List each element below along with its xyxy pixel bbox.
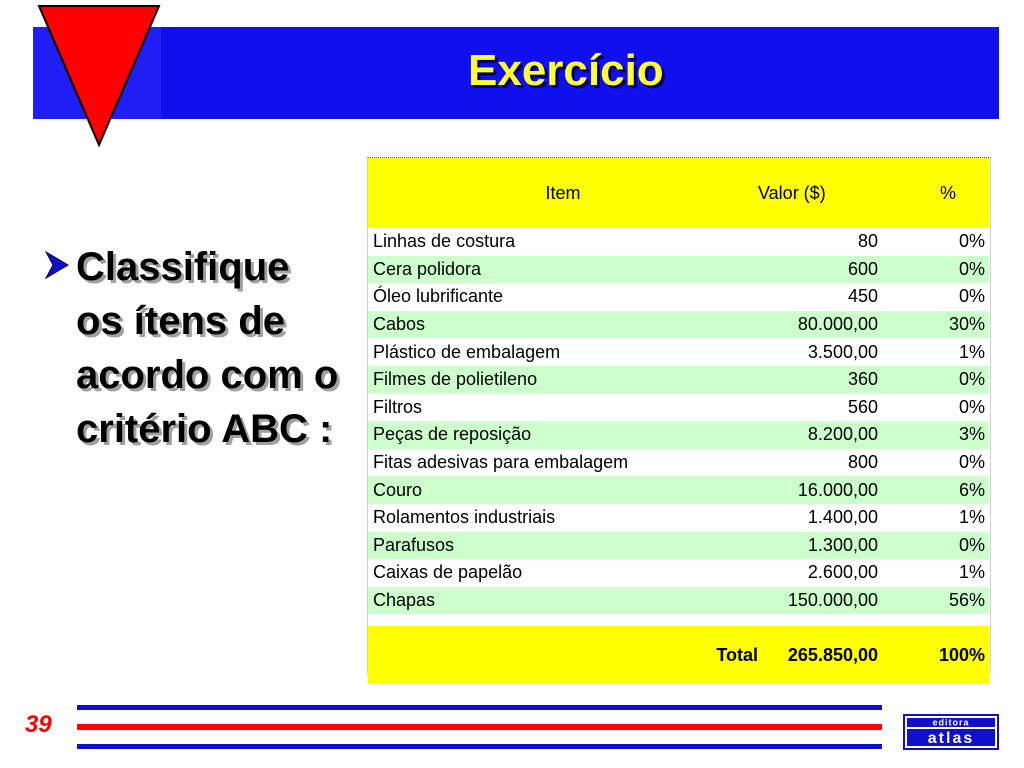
spacer-cell (368, 614, 758, 626)
table-row (368, 338, 989, 366)
header-percent: % (884, 158, 989, 228)
cell-valor: 1.300,00 (758, 532, 884, 560)
cell-item: Fitas adesivas para embalagem (368, 449, 758, 477)
cell-valor: 450 (758, 283, 884, 311)
table-body (368, 228, 989, 684)
table-row (368, 421, 989, 449)
cell-percent: 0% (884, 449, 989, 477)
logo-bottom-text: atlas (927, 730, 975, 747)
arrowhead-bullet-icon (44, 250, 70, 280)
cell-percent: 0% (884, 228, 989, 256)
cell-percent: 0% (884, 532, 989, 560)
cell-valor: 16.000,00 (758, 476, 884, 504)
cell-valor: 800 (758, 449, 884, 477)
cell-valor: 1.400,00 (758, 504, 884, 532)
table-row (368, 449, 989, 477)
cell-percent: 0% (884, 256, 989, 284)
header-item: Item (368, 158, 758, 228)
table-row (368, 504, 989, 532)
cell-percent: 6% (884, 476, 989, 504)
cell-item: Parafusos (368, 532, 758, 560)
total-label-cell (368, 626, 758, 684)
cell-item: Filtros (368, 394, 758, 422)
cell-valor: 600 (758, 256, 884, 284)
cell-percent: 0% (884, 394, 989, 422)
footer-line-blue-top (77, 705, 882, 710)
table-row (368, 311, 989, 339)
cell-item: Peças de reposição (368, 421, 758, 449)
cell-item: Cabos (368, 311, 758, 339)
cell-percent: 1% (884, 338, 989, 366)
cell-valor: 80 (758, 228, 884, 256)
cell-item: Chapas (368, 587, 758, 615)
editora-atlas-logo (903, 714, 999, 750)
logo-top-text: editora (932, 717, 970, 728)
table-total-row (368, 626, 989, 684)
abc-table (367, 157, 991, 674)
cell-item: Cera polidora (368, 256, 758, 284)
cell-percent: 1% (884, 504, 989, 532)
header-valor: Valor ($) (758, 158, 884, 228)
cell-valor: 560 (758, 394, 884, 422)
cell-percent: 0% (884, 366, 989, 394)
cell-item: Couro (368, 476, 758, 504)
total-valor: 265.850,00 (758, 626, 884, 684)
cell-item: Caixas de papelão (368, 559, 758, 587)
total-label: Total (716, 644, 758, 665)
page-number: 39 (25, 711, 52, 738)
spacer-cell (758, 614, 884, 626)
cell-item: Óleo lubrificante (368, 283, 758, 311)
cell-percent: 56% (884, 587, 989, 615)
spacer-cell (884, 614, 989, 626)
cell-item: Linhas de costura (368, 228, 758, 256)
cell-valor: 360 (758, 366, 884, 394)
footer-line-red (77, 724, 882, 730)
total-percent: 100% (884, 626, 989, 684)
cell-percent: 1% (884, 559, 989, 587)
cell-percent: 30% (884, 311, 989, 339)
cell-valor: 3.500,00 (758, 338, 884, 366)
cell-percent: 0% (884, 283, 989, 311)
cell-valor: 8.200,00 (758, 421, 884, 449)
footer-line-blue-bottom (77, 744, 882, 749)
table-row (368, 559, 989, 587)
red-triangle-icon (37, 4, 161, 148)
data-table (368, 158, 989, 684)
cell-item: Plástico de embalagem (368, 338, 758, 366)
table-row (368, 366, 989, 394)
table-row (368, 587, 989, 615)
cell-valor: 150.000,00 (758, 587, 884, 615)
table-spacer-row (368, 614, 989, 626)
table-header-row (368, 158, 989, 228)
table-row (368, 283, 989, 311)
table-row (368, 476, 989, 504)
slide-title: Exercício (468, 46, 664, 95)
bullet-text: Classifique os ítens de acordo com o critério ABC : (76, 245, 339, 451)
cell-percent: 3% (884, 421, 989, 449)
table-row (368, 228, 989, 256)
cell-valor: 80.000,00 (758, 311, 884, 339)
table-row (368, 532, 989, 560)
cell-item: Filmes de polietileno (368, 366, 758, 394)
table-row (368, 256, 989, 284)
cell-valor: 2.600,00 (758, 559, 884, 587)
table-row (368, 394, 989, 422)
cell-item: Rolamentos industriais (368, 504, 758, 532)
